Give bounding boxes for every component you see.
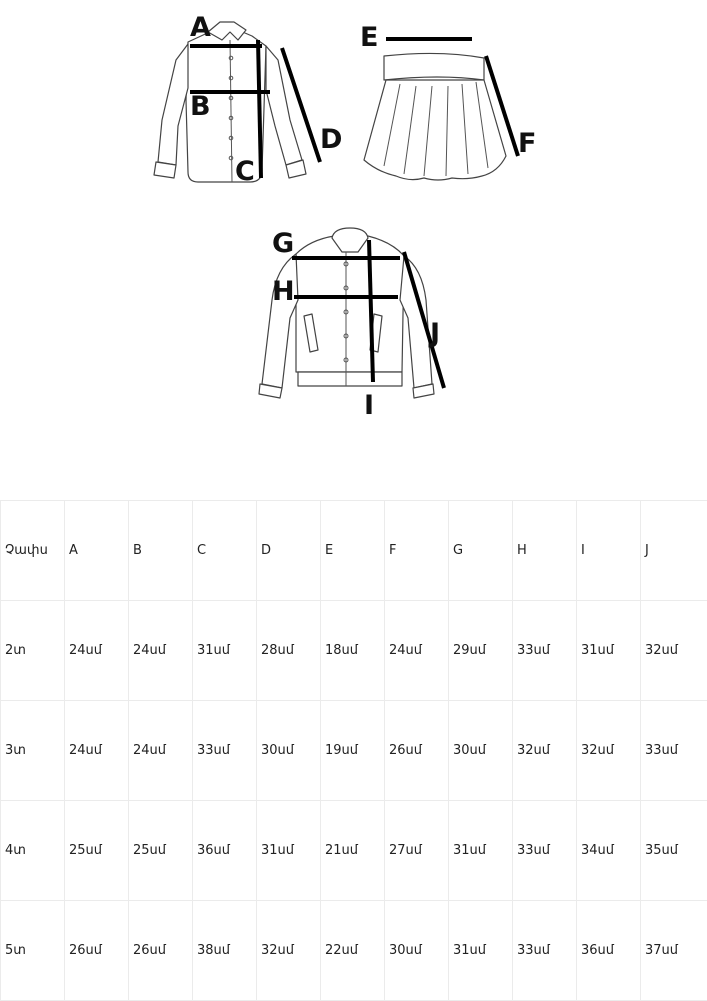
measure-cell: 25սմ bbox=[129, 801, 193, 901]
measure-cell: 34սմ bbox=[577, 801, 641, 901]
measure-cell: 31սմ bbox=[449, 801, 513, 901]
garment-illustrations bbox=[0, 0, 707, 500]
header-cell-measure: H bbox=[513, 501, 577, 601]
header-cell-measure: D bbox=[257, 501, 321, 601]
size-cell: 4տ bbox=[1, 801, 65, 901]
measure-cell: 31սմ bbox=[257, 801, 321, 901]
header-cell-measure: F bbox=[385, 501, 449, 601]
measure-cell: 38սմ bbox=[193, 901, 257, 1001]
label-f: F bbox=[518, 128, 536, 159]
size-cell: 3տ bbox=[1, 701, 65, 801]
measure-cell: 21սմ bbox=[321, 801, 385, 901]
header-cell-measure: B bbox=[129, 501, 193, 601]
label-i: I bbox=[364, 390, 374, 421]
measure-cell: 33սմ bbox=[513, 901, 577, 1001]
measure-cell: 24սմ bbox=[129, 601, 193, 701]
label-j: J bbox=[428, 318, 440, 349]
measure-cell: 27սմ bbox=[385, 801, 449, 901]
measure-cell: 28սմ bbox=[257, 601, 321, 701]
jacket-drawing bbox=[259, 228, 444, 421]
header-cell-measure: A bbox=[65, 501, 129, 601]
measure-cell: 36սմ bbox=[193, 801, 257, 901]
measure-cell: 24սմ bbox=[65, 601, 129, 701]
header-cell-measure: J bbox=[641, 501, 707, 601]
header-cell-measure: C bbox=[193, 501, 257, 601]
measure-cell: 18սմ bbox=[321, 601, 385, 701]
measure-cell: 33սմ bbox=[513, 801, 577, 901]
skirt-drawing bbox=[360, 22, 536, 180]
measure-cell: 29սմ bbox=[449, 601, 513, 701]
measure-cell: 33սմ bbox=[513, 601, 577, 701]
header-cell-measure: E bbox=[321, 501, 385, 601]
measure-cell: 26սմ bbox=[129, 901, 193, 1001]
measure-cell: 25սմ bbox=[65, 801, 129, 901]
measure-cell: 31սմ bbox=[449, 901, 513, 1001]
label-c: C bbox=[235, 156, 255, 187]
measure-cell: 19սմ bbox=[321, 701, 385, 801]
label-a: A bbox=[190, 12, 211, 43]
measure-cell: 24սմ bbox=[65, 701, 129, 801]
label-e: E bbox=[360, 22, 378, 53]
measure-cell: 31սմ bbox=[577, 601, 641, 701]
header-cell-measure: I bbox=[577, 501, 641, 601]
label-g: G bbox=[272, 228, 294, 259]
measure-cell: 33սմ bbox=[193, 701, 257, 801]
measure-cell: 32սմ bbox=[577, 701, 641, 801]
measure-cell: 33սմ bbox=[641, 701, 707, 801]
label-b: B bbox=[190, 91, 211, 122]
measure-cell: 36սմ bbox=[577, 901, 641, 1001]
header-cell-measure: G bbox=[449, 501, 513, 601]
header-cell-size: Չափս bbox=[1, 501, 65, 601]
measure-cell: 24սմ bbox=[385, 601, 449, 701]
shirt-drawing bbox=[154, 12, 342, 187]
table-row bbox=[1, 601, 707, 701]
size-cell: 2տ bbox=[1, 601, 65, 701]
measure-cell: 32սմ bbox=[641, 601, 707, 701]
label-h: H bbox=[272, 276, 295, 307]
measure-cell: 30սմ bbox=[257, 701, 321, 801]
measure-cell: 30սմ bbox=[385, 901, 449, 1001]
measure-cell: 32սմ bbox=[257, 901, 321, 1001]
measure-cell: 32սմ bbox=[513, 701, 577, 801]
measurement-diagram bbox=[0, 0, 707, 500]
measure-cell: 35սմ bbox=[641, 801, 707, 901]
table-row bbox=[1, 901, 707, 1001]
label-d: D bbox=[320, 124, 342, 155]
measure-cell: 26սմ bbox=[385, 701, 449, 801]
measure-cell: 24սմ bbox=[129, 701, 193, 801]
measure-cell: 30սմ bbox=[449, 701, 513, 801]
size-cell: 5տ bbox=[1, 901, 65, 1001]
measure-cell: 22սմ bbox=[321, 901, 385, 1001]
table-header-row bbox=[1, 501, 707, 601]
measure-cell: 31սմ bbox=[193, 601, 257, 701]
measure-cell: 26սմ bbox=[65, 901, 129, 1001]
size-table bbox=[0, 500, 707, 1001]
size-table-body bbox=[1, 501, 707, 1001]
table-row bbox=[1, 801, 707, 901]
table-row bbox=[1, 701, 707, 801]
measure-cell: 37սմ bbox=[641, 901, 707, 1001]
